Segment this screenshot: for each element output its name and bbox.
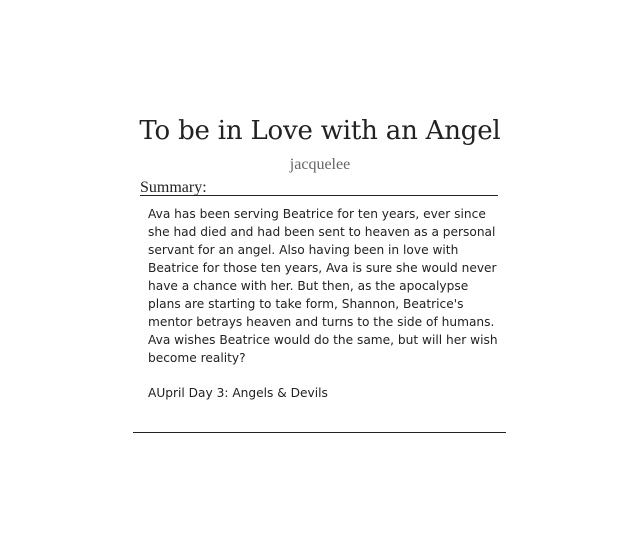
bottom-divider <box>133 432 506 433</box>
summary-body <box>148 205 500 402</box>
summary-text: Ava has been serving Beatrice for ten years, ever since she had died and had been sent to heaven as a personal servant for an angel. Also having been in love with Beatrice for those ten years, Ava is sure she would never have a chance with her. But then, as the apocalypse plans are starting to take form, Shannon, Beatrice's mentor betrays heaven and turns to the side of humans. Ava wishes Beatrice would do the same, but will her wish become reality? <box>148 207 498 365</box>
work-author: jacquelee <box>289 156 351 173</box>
work-title: To be in Love with an Angel <box>139 116 501 146</box>
summary-note: AUpril Day 3: Angels & Devils <box>148 386 328 400</box>
summary-heading: Summary: <box>140 180 498 196</box>
